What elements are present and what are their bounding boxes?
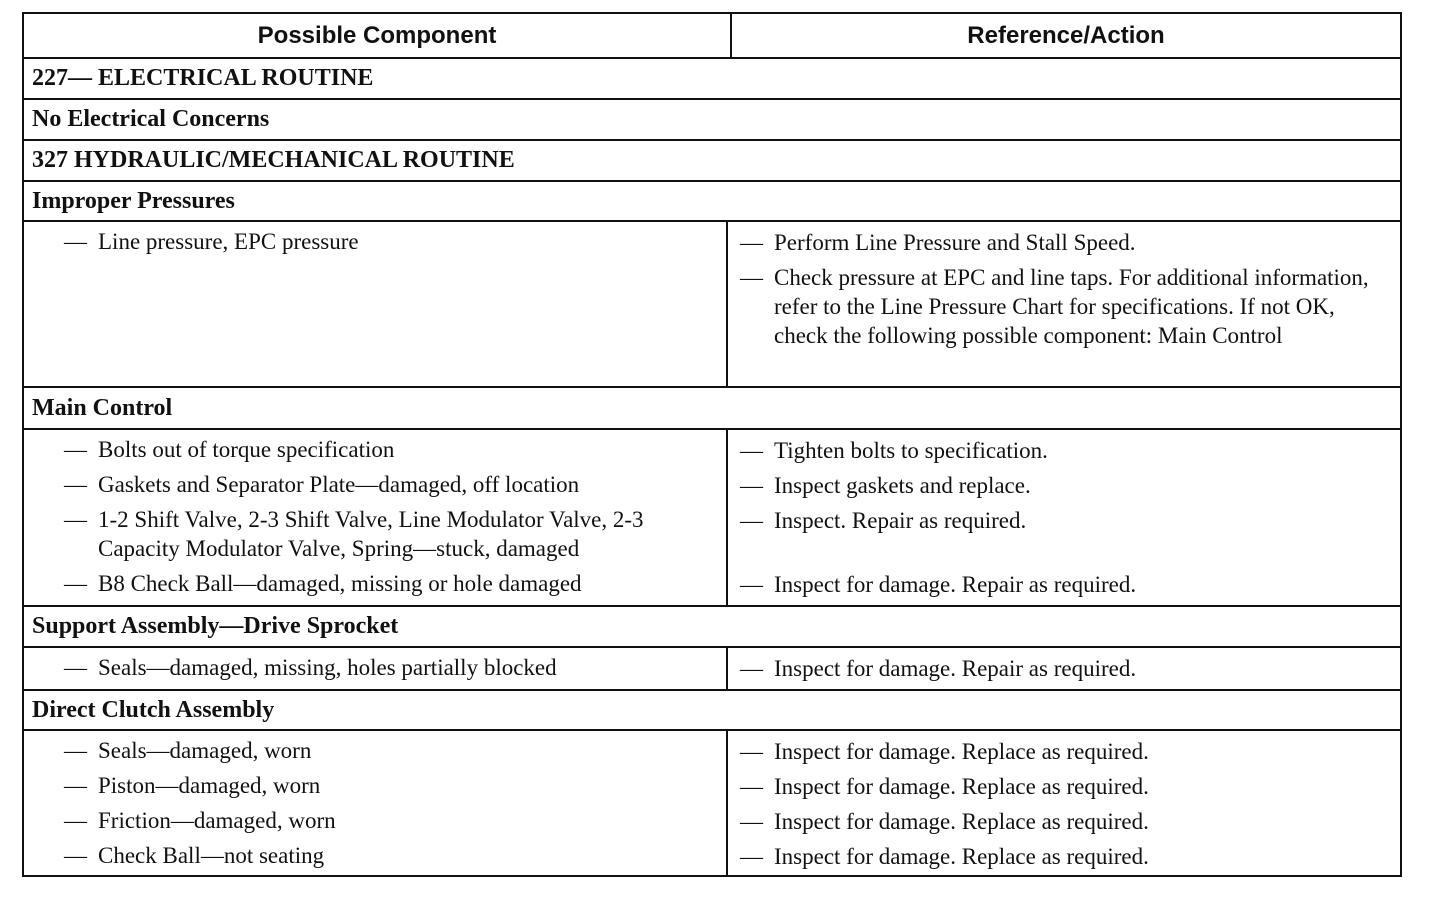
table-row: [24, 222, 1400, 388]
list-item: — Gaskets and Separator Plate—damaged, off location: [64, 472, 580, 497]
list-item: — Inspect for damage. Replace as required.: [740, 774, 1149, 799]
table-row: [24, 430, 1400, 607]
list-item: — Inspect for damage. Replace as required.: [740, 809, 1149, 834]
table-row: [24, 648, 1400, 691]
action-cell: [728, 430, 1400, 605]
component-cell: [24, 430, 728, 605]
list-item: — Check pressure at EPC and line taps. For additional information, refer to the Line Pressure Chart for specifications. If not OK, check the following possible component: Main Control: [740, 265, 1369, 348]
header-reference-action: Reference/Action: [967, 21, 1165, 49]
list-item: — B8 Check Ball—damaged, missing or hole damaged: [64, 571, 582, 596]
section-main-control: Main Control: [24, 388, 1400, 430]
section-support-assembly: Support Assembly—Drive Sprocket: [24, 607, 1400, 648]
list-item: — Inspect. Repair as required.: [740, 508, 1027, 533]
section-direct-clutch-assembly: Direct Clutch Assembly: [24, 691, 1400, 731]
header-possible-component: Possible Component: [24, 14, 732, 57]
list-item: — Inspect for damage. Replace as required.: [740, 844, 1149, 869]
action-cell: [728, 222, 1400, 386]
component-cell: [24, 648, 728, 689]
list-item: — Inspect for damage. Repair as required.: [740, 656, 1137, 681]
list-item: — Inspect for damage. Replace as required.: [740, 739, 1149, 764]
list-item: — Inspect gaskets and replace.: [740, 473, 1031, 498]
list-item: — Tighten bolts to specification.: [740, 438, 1048, 463]
diagnosis-table: [22, 12, 1402, 877]
section-improper-pressures: Improper Pressures: [24, 182, 1400, 222]
section-no-electrical-concerns: No Electrical Concerns: [24, 100, 1400, 141]
list-item: — 1-2 Shift Valve, 2-3 Shift Valve, Line Modulator Valve, 2-3 Capacity Modulator Valve, Spring—stuck, damaged: [64, 507, 644, 561]
section-electrical-routine: 227— ELECTRICAL ROUTINE: [24, 59, 1400, 100]
table-row: [24, 731, 1400, 875]
list-item: — Bolts out of torque specification: [64, 437, 395, 462]
component-cell: [24, 731, 728, 875]
list-item: — Line pressure, EPC pressure: [64, 229, 359, 254]
section-hydraulic-routine: 327 HYDRAULIC/MECHANICAL ROUTINE: [24, 141, 1400, 182]
list-item: — Perform Line Pressure and Stall Speed.: [740, 230, 1136, 255]
table-header: [24, 14, 1400, 59]
action-cell: [728, 731, 1400, 875]
list-item: — Inspect for damage. Repair as required.: [740, 572, 1137, 597]
list-item: — Piston—damaged, worn: [64, 773, 321, 798]
action-cell: [728, 648, 1400, 689]
component-cell: [24, 222, 728, 386]
list-item: — Check Ball—not seating: [64, 843, 325, 868]
list-item: — Friction—damaged, worn: [64, 808, 336, 833]
list-item: — Seals—damaged, missing, holes partially blocked: [64, 655, 557, 680]
list-item: — Seals—damaged, worn: [64, 738, 312, 763]
